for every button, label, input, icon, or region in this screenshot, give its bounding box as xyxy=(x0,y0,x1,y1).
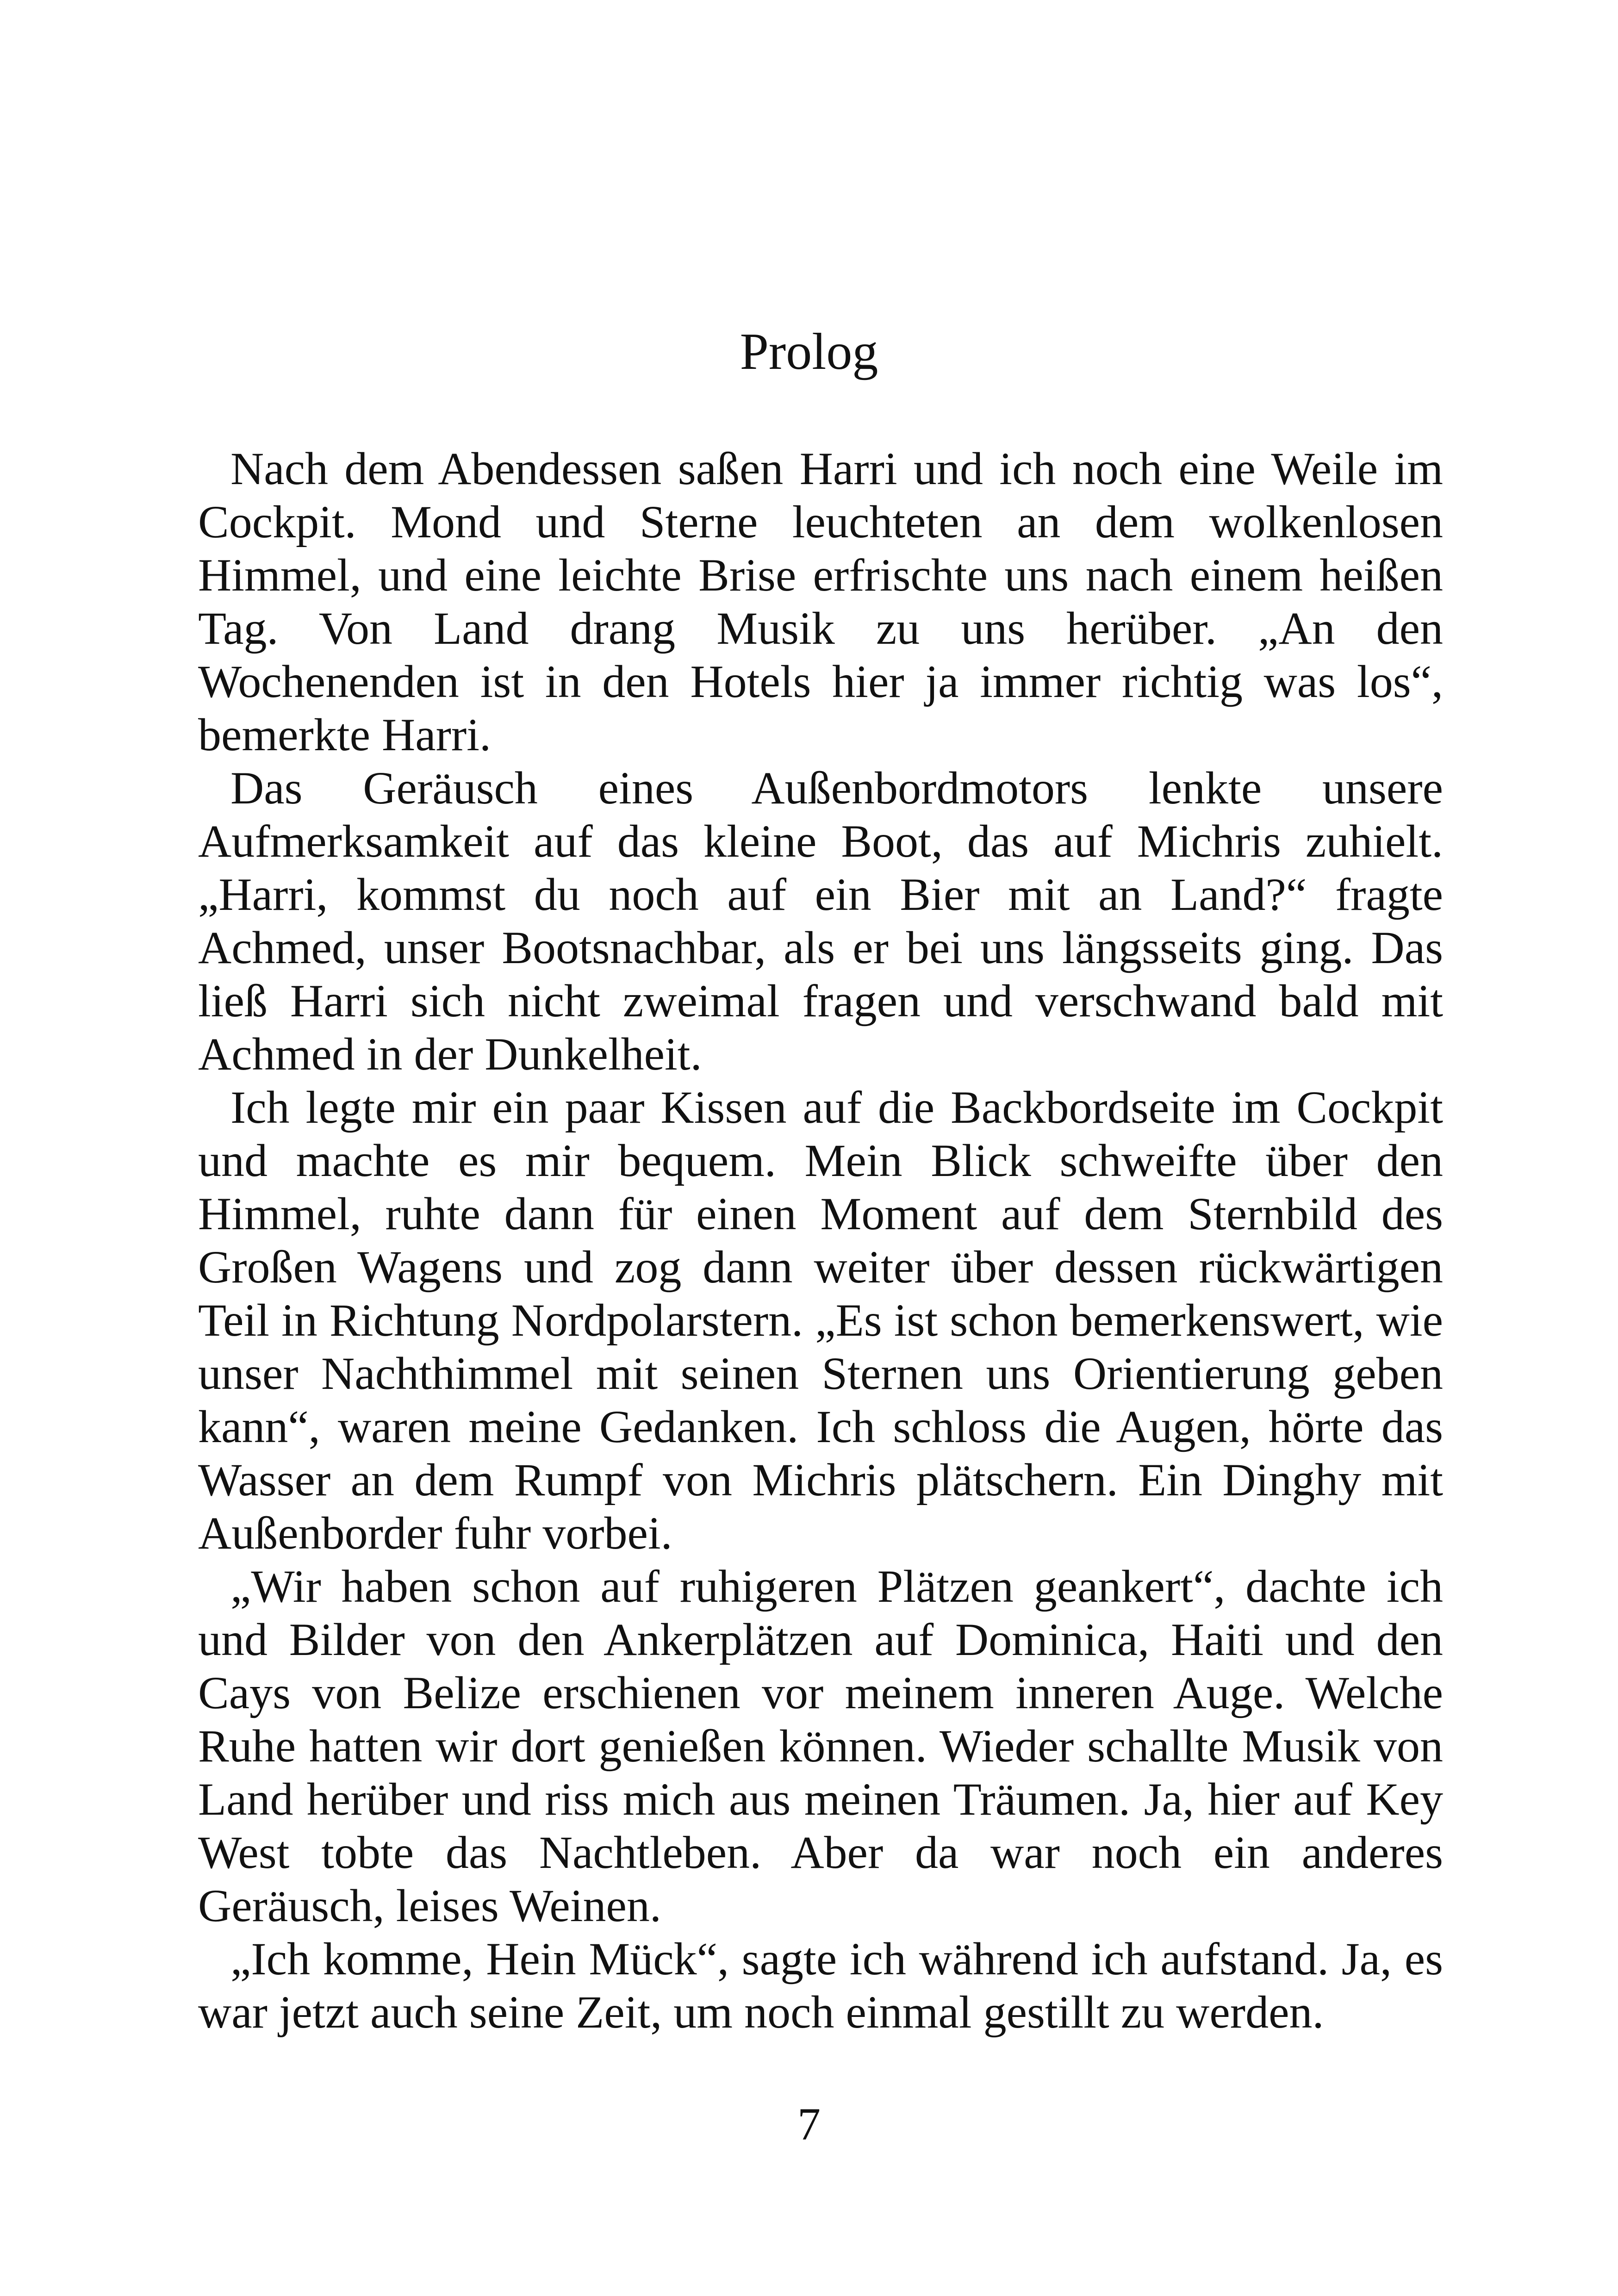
page-number: 7 xyxy=(797,2098,821,2150)
paragraph-5: „Ich komme, Hein Mück“, sagte ich während ich aufstand. Ja, es war jetzt auch seine Zeit, um noch einmal gestillt zu werden. xyxy=(198,1933,1443,2038)
body-text xyxy=(198,442,1443,2039)
paragraph-3: Ich legte mir ein paar Kissen auf die Backbordseite im Cockpit und machte es mir bequem. Mein Blick schweifte über den Himmel, ruhte dann für einen Moment auf dem Sternbild des Großen Wagens und zog dann weiter über dessen rückwärtigen Teil in Richtung Nordpolarstern. „Es ist schon bemerkenswert, wie unser Nachthimmel mit seinen Sternen uns Orientierung geben kann“, waren meine Gedanken. Ich schloss die Augen, hörte das Wasser an dem Rumpf von Michris plätschern. Ein Dinghy mit Außenborder fuhr vorbei. xyxy=(198,1082,1443,1559)
paragraph-1: Nach dem Abendessen saßen Harri und ich noch eine Weile im Cockpit. Mond und Sterne leuchteten an dem wolkenlosen Himmel, und eine leichte Brise erfrischte uns nach einem heißen Tag. Von Land drang Musik zu uns herüber. „An den Wochenenden ist in den Hotels hier ja immer richtig was los“, bemerkte Harri. xyxy=(198,443,1443,760)
chapter-title: Prolog xyxy=(740,323,878,380)
paragraph-2: Das Geräusch eines Außenbordmotors lenkte unsere Aufmerksamkeit auf das kleine Boot, das auf Michris zuhielt. „Harri, kommst du noch auf ein Bier mit an Land?“ fragte Achmed, unser Bootsnachbar, als er bei uns längsseits ging. Das ließ Harri sich nicht zweimal fragen und verschwand bald mit Achmed in der Dunkelheit. xyxy=(198,762,1443,1080)
paragraph-4: „Wir haben schon auf ruhigeren Plätzen geankert“, dachte ich und Bilder von den Ankerplätzen auf Dominica, Haiti und den Cays von Belize erschienen vor meinem inneren Auge. Welche Ruhe hatten wir dort genießen können. Wieder schallte Musik von Land herüber und riss mich aus meinen Träumen. Ja, hier auf Key West tobte das Nachtleben. Aber da war noch ein anderes Geräusch, leises Weinen. xyxy=(198,1561,1443,1931)
